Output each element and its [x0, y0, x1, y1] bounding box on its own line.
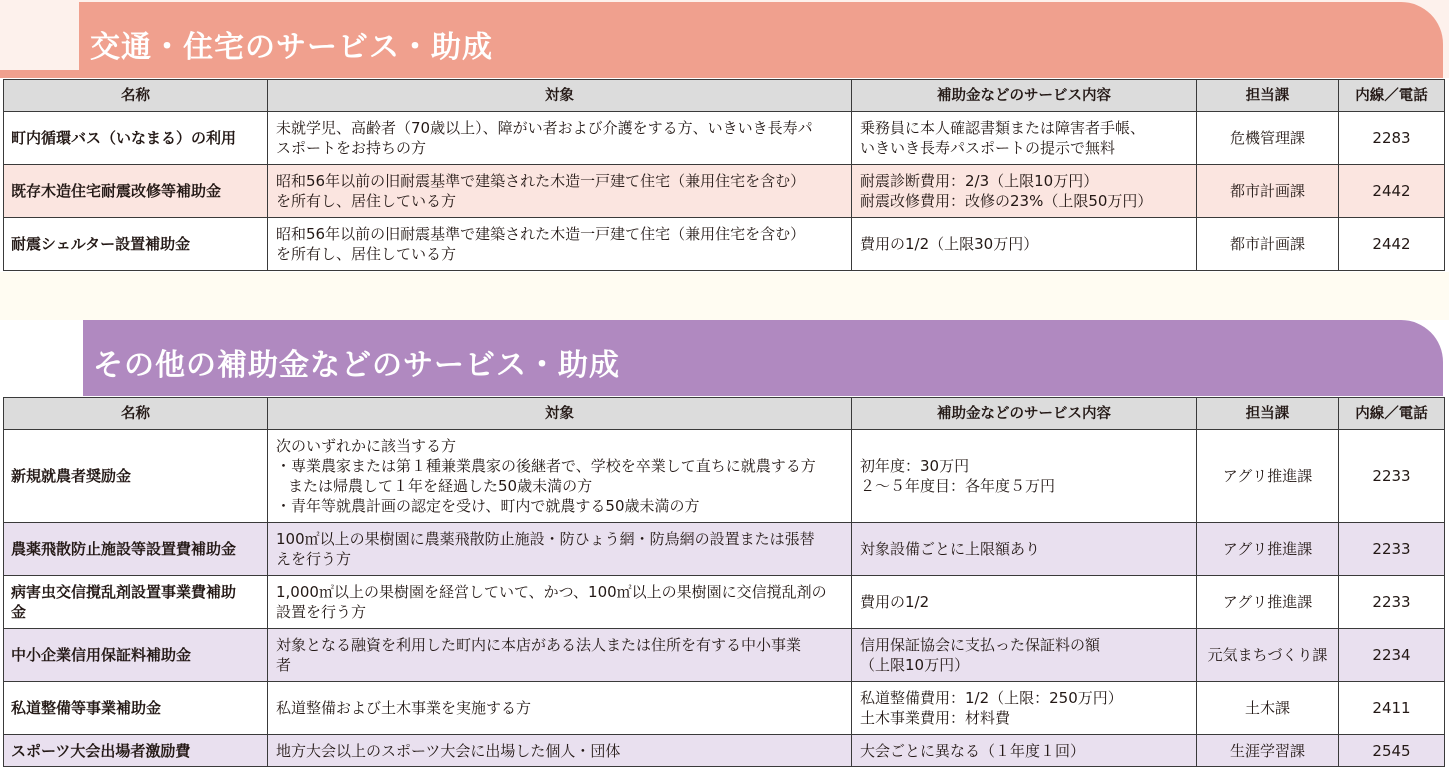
service-line: 耐震診断費用：2/3（上限10万円） — [860, 172, 1099, 190]
row-dept: 都市計画課 — [1197, 165, 1339, 218]
row-target — [268, 629, 852, 682]
section2-banner — [83, 320, 1443, 396]
row-name — [4, 576, 268, 629]
row-name: 農薬飛散防止施設等設置費補助金 — [4, 523, 268, 576]
row-service — [852, 165, 1197, 218]
row-service — [852, 682, 1197, 735]
target-line: 私道整備および土木事業を実施する方 — [276, 699, 532, 717]
name-line: 金 — [11, 603, 27, 621]
target-line: 対象となる融資を利用した町内に本店がある法人または住所を有する中小事業 — [276, 636, 802, 654]
row-dept: 生涯学習課 — [1197, 735, 1339, 767]
row-service — [852, 430, 1197, 523]
table-header-row — [4, 80, 1445, 112]
section1-title: 交通・住宅のサービス・助成 — [90, 30, 493, 65]
row-tel: 2233 — [1339, 430, 1445, 523]
service-line: 耐震改修費用：改修の23%（上限50万円） — [860, 192, 1153, 210]
header-target: 対象 — [268, 398, 852, 430]
header-tel: 内線／電話 — [1339, 398, 1445, 430]
row-target — [268, 430, 852, 523]
row-dept: 危機管理課 — [1197, 112, 1339, 165]
target-line: 昭和56年以前の旧耐震基準で建築された木造一戸建て住宅（兼用住宅を含む） — [276, 172, 806, 190]
table-row — [4, 112, 1445, 165]
header-dept: 担当課 — [1197, 80, 1339, 112]
row-tel: 2233 — [1339, 576, 1445, 629]
service-line: ２～５年度目：各年度５万円 — [860, 477, 1056, 495]
table-row — [4, 576, 1445, 629]
target-line: えを行う方 — [276, 550, 352, 568]
target-line: または帰農して１年を経過した50歳未満の方 — [288, 477, 593, 495]
row-target — [268, 682, 852, 735]
table-row — [4, 629, 1445, 682]
section1-banner-tab — [0, 70, 80, 78]
table-row — [4, 735, 1445, 767]
row-dept: アグリ推進課 — [1197, 523, 1339, 576]
row-dept: アグリ推進課 — [1197, 576, 1339, 629]
row-tel: 2233 — [1339, 523, 1445, 576]
section-divider-band — [0, 272, 1449, 320]
row-name: 町内循環バス（いなまる）の利用 — [4, 112, 268, 165]
header-dept: 担当課 — [1197, 398, 1339, 430]
service-line: 大会ごとに異なる（１年度１回） — [860, 741, 1086, 760]
row-target — [268, 112, 852, 165]
service-line: 初年度：30万円 — [860, 457, 970, 475]
row-tel: 2442 — [1339, 218, 1445, 271]
row-service — [852, 523, 1197, 576]
row-name: スポーツ大会出場者激励費 — [4, 735, 268, 767]
header-service: 補助金などのサービス内容 — [852, 398, 1197, 430]
target-line: 次のいずれかに該当する方 — [276, 437, 457, 455]
row-tel: 2442 — [1339, 165, 1445, 218]
target-line: 昭和56年以前の旧耐震基準で建築された木造一戸建て住宅（兼用住宅を含む） — [276, 225, 806, 243]
service-line: 信用保証協会に支払った保証料の額 — [860, 636, 1101, 654]
service-line: いきいき長寿パスポートの提示で無料 — [860, 139, 1116, 157]
target-line: を所有し、居住している方 — [276, 245, 457, 263]
row-dept: 土木課 — [1197, 682, 1339, 735]
row-tel: 2234 — [1339, 629, 1445, 682]
row-target — [268, 165, 852, 218]
target-line: スポートをお持ちの方 — [276, 139, 427, 157]
service-line: 乗務員に本人確認書類または障害者手帳、 — [860, 119, 1146, 137]
header-name: 名称 — [4, 80, 268, 112]
table-row — [4, 430, 1445, 523]
service-line: 費用の1/2 — [860, 593, 930, 611]
target-line: 1,000㎡以上の果樹園を経営していて、かつ、100㎡以上の果樹園に交信撹乱剤の — [276, 583, 827, 601]
header-tel: 内線／電話 — [1339, 80, 1445, 112]
row-service — [852, 112, 1197, 165]
row-name: 新規就農者奨励金 — [4, 430, 268, 523]
target-line: 者 — [276, 656, 292, 674]
table-row — [4, 682, 1445, 735]
row-dept: アグリ推進課 — [1197, 430, 1339, 523]
section1-banner — [79, 2, 1443, 78]
service-line: 対象設備ごとに上限額あり — [860, 540, 1041, 558]
row-dept: 都市計画課 — [1197, 218, 1339, 271]
target-line: 未就学児、高齢者（70歳以上）、障がい者および介護をする方、いきいき長寿パ — [276, 119, 813, 137]
header-name: 名称 — [4, 398, 268, 430]
target-line: 地方大会以上のスポーツ大会に出場した個人・団体 — [276, 741, 621, 760]
table-row — [4, 218, 1445, 271]
row-name: 耐震シェルター設置補助金 — [4, 218, 268, 271]
row-service — [852, 735, 1197, 767]
row-service — [852, 629, 1197, 682]
row-target — [268, 735, 852, 767]
target-line: 設置を行う方 — [276, 603, 367, 621]
table-header-row — [4, 398, 1445, 430]
row-name: 既存木造住宅耐震改修等補助金 — [4, 165, 268, 218]
service-line: （上限10万円） — [860, 656, 970, 674]
row-target — [268, 576, 852, 629]
row-target — [268, 523, 852, 576]
name-line: 病害虫交信撹乱剤設置事業費補助 — [11, 583, 237, 601]
row-tel: 2545 — [1339, 735, 1445, 767]
row-name: 中小企業信用保証料補助金 — [4, 629, 268, 682]
target-line: 100㎡以上の果樹園に農薬飛散防止施設・防ひょう網・防鳥網の設置または張替 — [276, 530, 815, 548]
row-dept: 元気まちづくり課 — [1197, 629, 1339, 682]
service-line: 土木事業費用：材料費 — [860, 709, 1011, 727]
service-line: 費用の1/2（上限30万円） — [860, 235, 1039, 253]
table-row — [4, 523, 1445, 576]
service-line: 私道整備費用：1/2（上限：250万円） — [860, 689, 1123, 707]
header-service: 補助金などのサービス内容 — [852, 80, 1197, 112]
section2-table — [3, 397, 1445, 767]
row-tel: 2411 — [1339, 682, 1445, 735]
row-service — [852, 218, 1197, 271]
row-tel: 2283 — [1339, 112, 1445, 165]
row-service — [852, 576, 1197, 629]
header-target: 対象 — [268, 80, 852, 112]
target-line: ・青年等就農計画の認定を受け、町内で就農する50歳未満の方 — [276, 497, 700, 515]
target-line: を所有し、居住している方 — [276, 192, 457, 210]
table-row — [4, 165, 1445, 218]
target-line: ・専業農家または第１種兼業農家の後継者で、学校を卒業して直ちに就農する方 — [276, 457, 816, 475]
section2-title: その他の補助金などのサービス・助成 — [93, 348, 620, 383]
section1-table — [3, 79, 1445, 271]
row-target — [268, 218, 852, 271]
row-name: 私道整備等事業補助金 — [4, 682, 268, 735]
